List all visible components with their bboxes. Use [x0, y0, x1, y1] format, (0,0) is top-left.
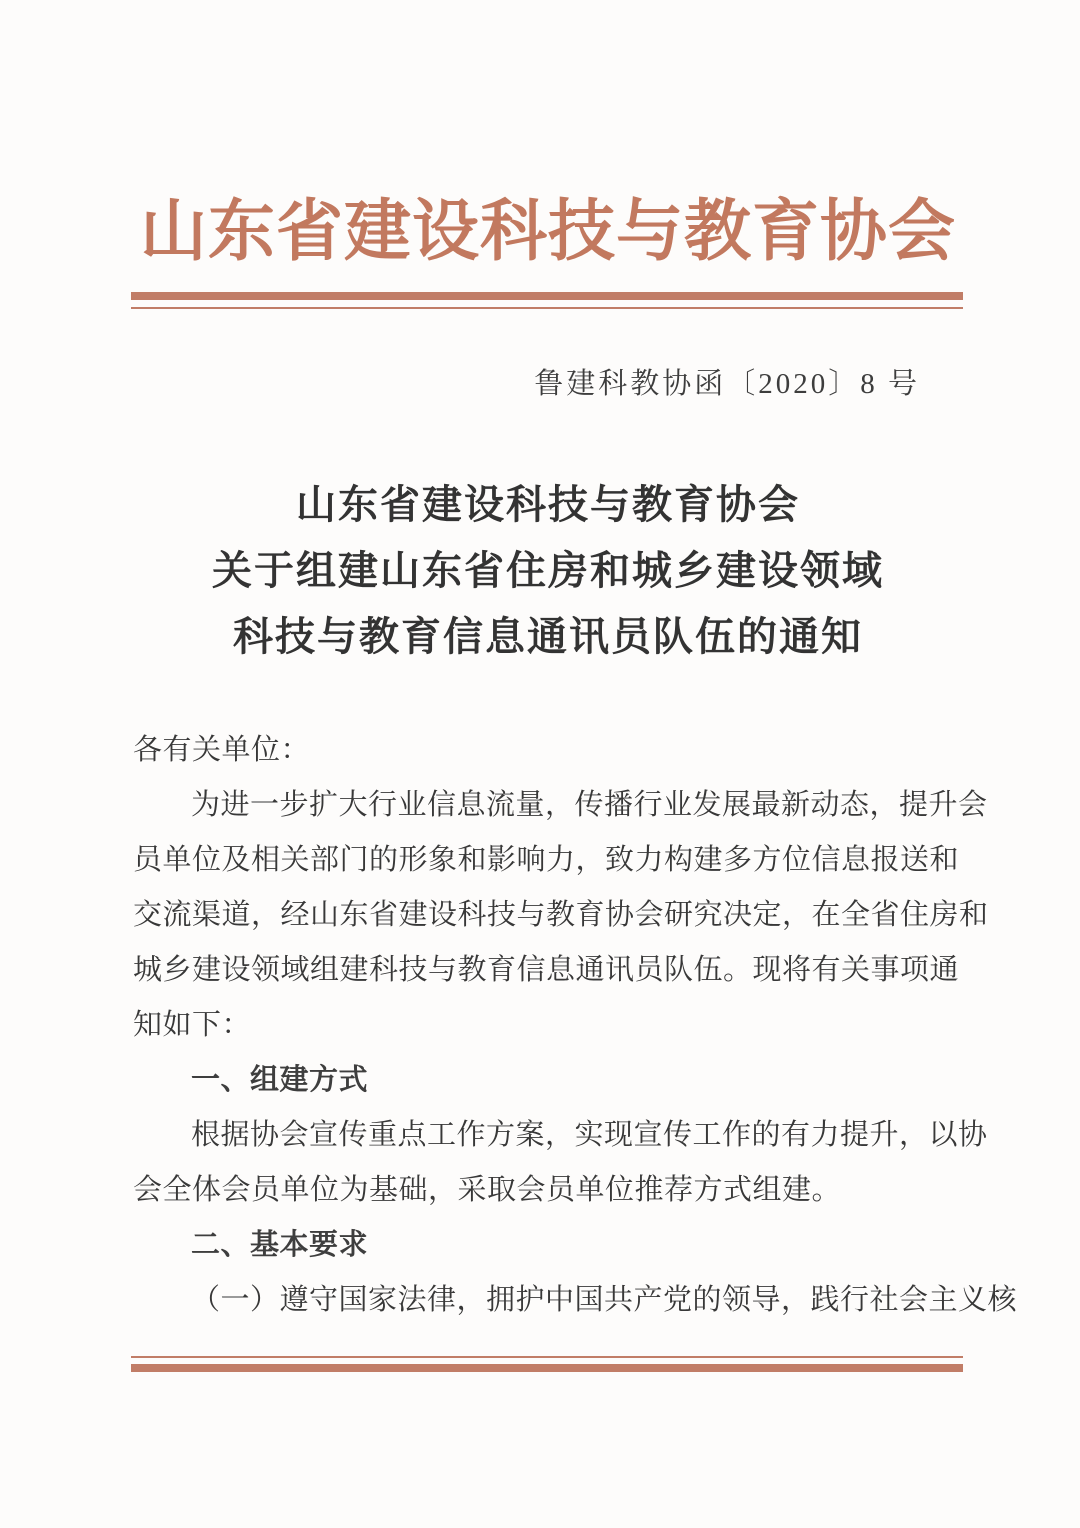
divider-thin-line [131, 307, 963, 309]
body-line: 知如下： [133, 1009, 252, 1041]
letterhead-title: 山东省建设科技与教育协会 [140, 195, 956, 269]
document-body [133, 723, 1018, 1328]
document-title [133, 472, 963, 670]
body-line: 会全体会员单位为基础，采取会员单位推荐方式组建。 [133, 1174, 842, 1206]
footer-divider [131, 1356, 963, 1372]
body-line: 根据协会宣传重点工作方案，实现宣传工作的有力提升，以协 [191, 1119, 988, 1151]
salutation: 各有关单位： [133, 734, 311, 766]
document-number: 鲁建科教协函〔2020〕8 号 [534, 368, 920, 400]
section-heading-1: 一、组建方式 [191, 1064, 369, 1096]
body-line: 为进一步扩大行业信息流量，传播行业发展最新动态，提升会 [191, 789, 988, 821]
letterhead-divider [131, 292, 963, 309]
body-line: 城乡建设领域组建科技与教育信息通讯员队伍。现将有关事项通 [133, 954, 960, 986]
document-title-line: 关于组建山东省住房和城乡建设领域 [212, 549, 884, 593]
section-heading-2: 二、基本要求 [191, 1229, 369, 1261]
document-title-line: 科技与教育信息通讯员队伍的通知 [233, 615, 863, 659]
document-title-line: 山东省建设科技与教育协会 [296, 483, 800, 527]
divider-thin-line [131, 1356, 963, 1358]
body-line: 交流渠道，经山东省建设科技与教育协会研究决定，在全省住房和 [133, 899, 989, 931]
divider-thick-line [131, 1364, 963, 1372]
body-line: 员单位及相关部门的形象和影响力，致力构建多方位信息报送和 [133, 844, 960, 876]
divider-thick-line [131, 292, 963, 300]
body-line: （一）遵守国家法律，拥护中国共产党的领导，践行社会主义核 [191, 1284, 1018, 1316]
